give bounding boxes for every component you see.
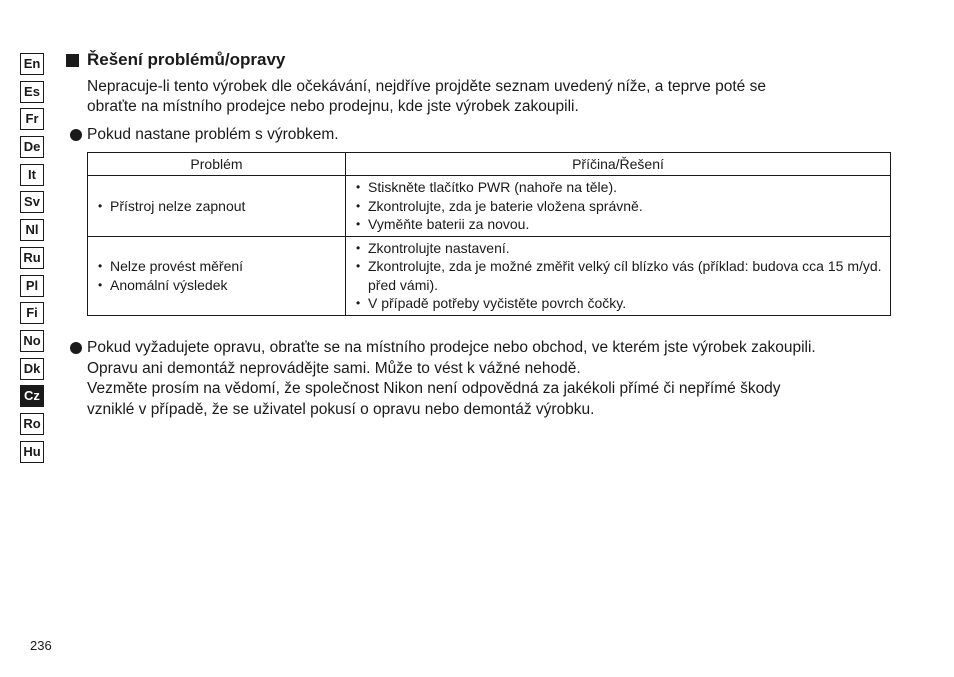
- list-item: • Přístroj nelze zapnout: [96, 197, 339, 216]
- language-tab-en[interactable]: En: [20, 53, 44, 75]
- problem-cell: [88, 236, 346, 315]
- list-item: • Nelze provést měření: [96, 257, 339, 276]
- solution-cell-list: [354, 178, 884, 234]
- header-solution: Příčina/Řešení: [346, 153, 891, 176]
- language-tab-fi[interactable]: Fi: [20, 302, 44, 324]
- solution-cell-list: [354, 239, 884, 313]
- round-bullet-icon: [70, 342, 82, 354]
- problem-cell-list: [96, 197, 339, 216]
- intro-paragraph: [87, 77, 887, 117]
- language-tab-sv[interactable]: Sv: [20, 191, 44, 213]
- language-tab-ru[interactable]: Ru: [20, 247, 44, 269]
- intro-line: obraťte na místního prodejce nebo prodejnu, kde jste výrobek zakoupili.: [87, 98, 579, 115]
- language-tab-fr[interactable]: Fr: [20, 108, 44, 130]
- page-number: 236: [30, 638, 52, 653]
- list-item: • Anomální výsledek: [96, 276, 339, 295]
- square-bullet-icon: [66, 54, 79, 67]
- list-item: • Zkontrolujte, zda je možné změřit velký cíl blízko vás (příklad: budova cca 15 m/yd. před vámi).: [354, 257, 884, 294]
- table-row: [88, 236, 891, 315]
- list-item: • Zkontrolujte, zda je baterie vložena správně.: [354, 197, 884, 216]
- list-item: • Stiskněte tlačítko PWR (nahoře na těle).: [354, 178, 884, 197]
- problem-cell-list: [96, 257, 339, 294]
- language-tab-cz[interactable]: Cz: [20, 385, 44, 407]
- repair-paragraph: [87, 338, 816, 420]
- intro-line: Nepracuje-li tento výrobek dle očekávání, nejdříve projděte seznam uvedený níže, a teprve poté se: [87, 78, 766, 95]
- language-tab-ro[interactable]: Ro: [20, 413, 44, 435]
- language-tab-de[interactable]: De: [20, 136, 44, 158]
- table-row: [88, 176, 891, 237]
- language-tab-hu[interactable]: Hu: [20, 441, 44, 463]
- repair-line: Opravu ani demontáž neprovádějte sami. Může to vést k vážné nehodě.: [87, 359, 581, 377]
- troubleshooting-table: [87, 152, 891, 316]
- round-bullet-icon: [70, 129, 82, 141]
- list-item: • Vyměňte baterii za novou.: [354, 215, 884, 234]
- language-tab-it[interactable]: It: [20, 164, 44, 186]
- language-tab-es[interactable]: Es: [20, 81, 44, 103]
- problem-bullet-text: Pokud nastane problém s výrobkem.: [87, 126, 339, 143]
- solution-cell: [346, 236, 891, 315]
- language-tab-dk[interactable]: Dk: [20, 358, 44, 380]
- section-title-text: Řešení problémů/opravy: [87, 50, 286, 69]
- language-tabs: [20, 53, 44, 468]
- list-item: • V případě potřeby vyčistěte povrch čočky.: [354, 294, 884, 313]
- list-item: • Zkontrolujte nastavení.: [354, 239, 884, 258]
- problem-cell: [88, 176, 346, 237]
- language-tab-pl[interactable]: Pl: [20, 275, 44, 297]
- table-header-row: [88, 153, 891, 176]
- header-problem: Problém: [88, 153, 346, 176]
- problem-bullet: [70, 125, 339, 146]
- repair-line: Pokud vyžadujete opravu, obraťte se na místního prodejce nebo obchod, ve kterém jste výrobek zakoupili.: [87, 339, 816, 356]
- repair-line: Vezměte prosím na vědomí, že společnost Nikon není odpovědná za jakékoli přímé či nepřímé škody: [87, 380, 781, 397]
- repair-line: vzniklé v případě, že se uživatel pokusí o opravu nebo demontáž výrobku.: [87, 400, 595, 418]
- section-title: [66, 50, 285, 70]
- solution-cell: [346, 176, 891, 237]
- language-tab-no[interactable]: No: [20, 330, 44, 352]
- repair-bullet: [70, 338, 900, 420]
- language-tab-nl[interactable]: Nl: [20, 219, 44, 241]
